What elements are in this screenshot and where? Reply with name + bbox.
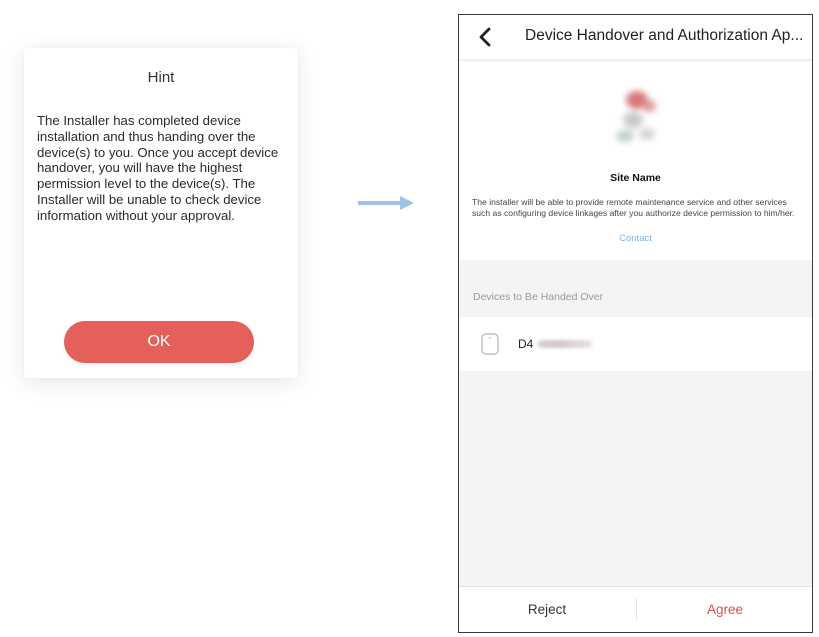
site-name: Site Name bbox=[610, 172, 661, 184]
device-list-item[interactable] bbox=[459, 317, 812, 371]
chevron-left-icon[interactable] bbox=[475, 26, 497, 48]
flow-arrow-icon bbox=[358, 196, 414, 210]
action-bar bbox=[459, 586, 812, 632]
contact-link[interactable]: Contact bbox=[619, 233, 652, 244]
nav-bar bbox=[459, 15, 812, 60]
handover-screen bbox=[458, 14, 813, 633]
site-image bbox=[603, 80, 673, 150]
hint-title: Hint bbox=[147, 69, 175, 86]
hint-dialog bbox=[24, 48, 298, 378]
devices-section-header: Devices to Be Handed Over bbox=[473, 291, 604, 303]
device-name: D4 bbox=[518, 337, 534, 351]
agree-button[interactable]: Agree bbox=[637, 587, 813, 632]
site-info-section bbox=[459, 62, 812, 260]
page-title: Device Handover and Authorization Ap... bbox=[525, 27, 804, 44]
device-icon bbox=[480, 332, 500, 356]
device-serial-redacted bbox=[538, 340, 592, 348]
site-description: The installer will be able to provide remote maintenance service and other services such as configuring device linkages after you authorize device permission to him/her. bbox=[472, 197, 795, 218]
reject-button[interactable]: Reject bbox=[459, 587, 635, 632]
hint-message: The Installer has completed device installation and thus handing over the device(s) to you. Once you accept device handover, you will have the highest permission level to the device(s). The Installer will be unable to check device information without your approval. bbox=[37, 113, 279, 223]
ok-button[interactable]: OK bbox=[64, 321, 254, 363]
